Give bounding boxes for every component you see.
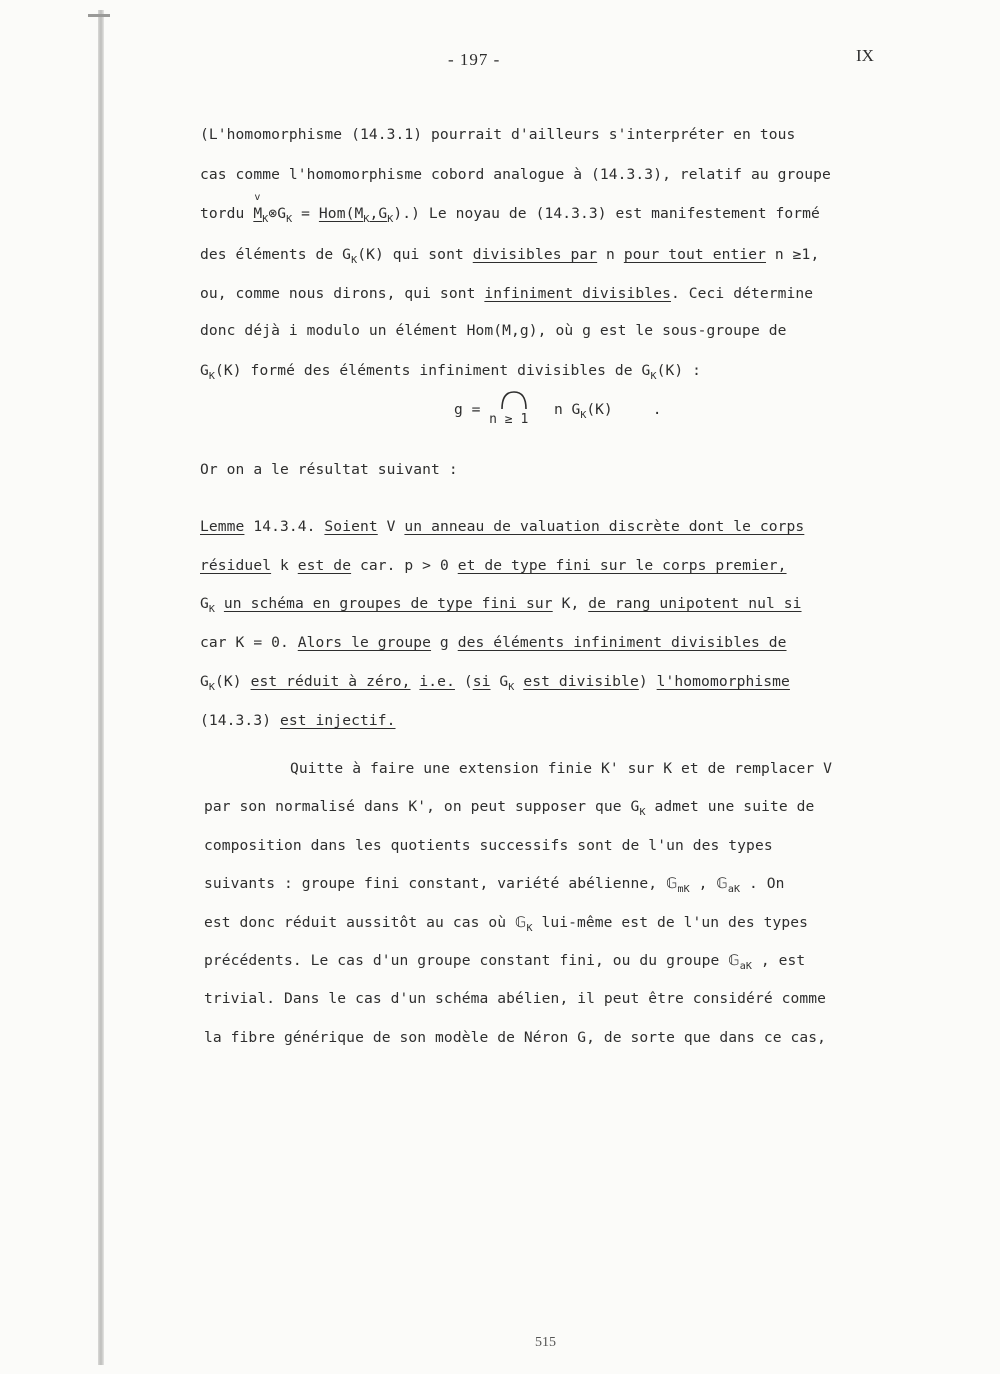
para-line-8: la fibre générique de son modèle de Néron G, de sorte que dans ce cas,	[204, 1029, 827, 1046]
text-run	[514, 673, 523, 690]
text-run: admet une suite de	[645, 798, 815, 815]
subscript: K	[639, 807, 646, 818]
text-run: G	[490, 673, 509, 690]
text-run: (K)	[215, 673, 251, 690]
text-run: (K) formé des éléments infiniment divisibles de G	[215, 362, 651, 379]
subscript: mK	[677, 884, 690, 895]
underlined-text: infiniment divisibles	[484, 285, 671, 302]
subscript: K	[387, 214, 394, 225]
lemma-line-1	[200, 518, 804, 535]
underlined-text: est injectif.	[279, 712, 396, 729]
para-line-5	[204, 914, 808, 934]
underlined-text: un schéma en groupes de type fini sur	[223, 595, 553, 612]
text-run: des éléments de G	[200, 246, 352, 263]
intersection-symbol-icon	[499, 390, 529, 410]
text-run: =	[292, 205, 319, 222]
para-line-1: Quitte à faire une extension finie K' sur K et de remplacer V	[290, 760, 833, 777]
text-run: (K) qui sont	[357, 246, 473, 263]
text-run: par son normalisé dans K', on peut supposer que G	[204, 798, 640, 815]
subscript: K	[208, 371, 216, 382]
subscript: K	[208, 604, 216, 615]
underlined-text: est réduit à zéro,	[250, 673, 411, 690]
text-run: K,	[552, 595, 589, 612]
text-run: V	[377, 518, 405, 535]
text-run: car. p > 0	[351, 557, 458, 574]
subscript: K	[580, 410, 587, 421]
underlined-text: pour tout entier	[623, 246, 767, 263]
page-number: - 197 -	[448, 50, 501, 69]
text-run: (	[454, 673, 473, 690]
chapter-number: IX	[856, 46, 874, 65]
subscript: aK	[727, 884, 741, 895]
para-line-2	[204, 798, 814, 818]
subscript: K	[286, 214, 293, 225]
check-mark: v	[254, 192, 261, 203]
text-run: )	[638, 673, 657, 690]
subscript: K	[208, 682, 216, 693]
underlined-text: Alors le groupe	[297, 634, 432, 651]
text-run: précédents. Le cas d'un groupe constant fini, ou du groupe 𝔾	[204, 952, 740, 969]
underlined-text: de rang unipotent nul si	[588, 595, 802, 612]
text-run: . On	[740, 875, 785, 892]
folio-number: 515	[535, 1335, 556, 1350]
text-run: n	[597, 246, 624, 263]
underlined-text: résiduel	[200, 557, 272, 574]
text-line-7	[200, 362, 701, 382]
text-run	[215, 595, 224, 612]
text-run: .	[652, 401, 662, 418]
subscript: K	[650, 371, 657, 382]
intersection-formula	[454, 394, 662, 428]
underlined-text: des éléments infiniment divisibles de	[457, 634, 787, 651]
text-run: , 𝔾	[689, 875, 728, 892]
underlined-text: divisibles par	[472, 246, 598, 263]
underlined-text: est de	[297, 557, 352, 574]
lemma-number: 14.3.4.	[244, 518, 325, 535]
text-run: (K) :	[656, 362, 702, 379]
subscript: aK	[739, 961, 752, 972]
subscript: K	[526, 923, 533, 934]
para-line-4	[204, 875, 785, 895]
text-run: M	[253, 205, 263, 222]
para-line-6	[204, 952, 805, 972]
text-run: G	[200, 673, 209, 690]
text-run: ⊗G	[268, 205, 287, 222]
underlined-text: l'homomorphisme	[656, 673, 790, 690]
text-run: G	[200, 362, 209, 379]
lemma-line-3	[200, 595, 802, 615]
text-run: k	[271, 557, 298, 574]
text-line-2: cas comme l'homomorphisme cobord analogue à (14.3.3), relatif au groupe	[200, 166, 831, 183]
text-run: est donc réduit aussitôt au cas où 𝔾	[204, 914, 527, 931]
subscript: K	[508, 682, 515, 693]
text-run: ).) Le noyau de (14.3.3) est manifestement formé	[393, 205, 820, 222]
subscript: K	[262, 214, 269, 225]
subscript: K	[351, 255, 358, 266]
text-run: tordu	[200, 205, 254, 222]
text-run: ou, comme nous dirons, qui sont	[200, 285, 485, 302]
text-run: car K = 0.	[200, 634, 298, 651]
text-run: lui-même est de l'un des types	[532, 914, 809, 931]
para-line-7: trivial. Dans le cas d'un schéma abélien, il peut être considéré comme	[204, 990, 827, 1007]
text-run: (14.3.3)	[200, 712, 280, 729]
intersection-block	[489, 394, 545, 428]
text-line-8: Or on a le résultat suivant :	[200, 461, 458, 478]
underlined-text: un anneau de valuation discrète dont le corps	[404, 518, 805, 535]
binding-edge	[98, 10, 104, 1365]
text-line-1: (L'homomorphisme (14.3.1) pourrait d'ailleurs s'interpréter en tous	[200, 126, 796, 143]
binding-notch	[88, 14, 110, 17]
text-run: Hom(M	[318, 205, 364, 222]
lemma-line-4	[200, 634, 787, 651]
lemma-title: Lemme	[200, 518, 245, 535]
underlined-text: i.e.	[419, 673, 455, 690]
text-run: , est	[751, 952, 806, 969]
text-run: (K)	[586, 401, 613, 418]
text-line-6: donc déjà i modulo un élément Hom(M,g), où g est le sous-groupe de	[200, 322, 787, 339]
text-run: n G	[545, 401, 581, 418]
lemma-line-6	[200, 712, 396, 729]
underlined-text: est divisible	[523, 673, 639, 690]
text-run: ,G	[369, 205, 388, 222]
lemma-line-2	[200, 557, 787, 574]
text-line-3	[200, 192, 820, 225]
lemma-line-5	[200, 673, 790, 693]
underlined-text: et de type fini sur le corps premier,	[457, 557, 787, 574]
hom-expr	[318, 205, 394, 225]
text-run: G	[200, 595, 209, 612]
text-run: . Ceci détermine	[670, 285, 814, 302]
text-run: g =	[454, 401, 490, 418]
para-line-3: composition dans les quotients successifs sont de l'un des types	[204, 837, 773, 854]
text-run: g	[431, 634, 458, 651]
text-run: suivants : groupe fini constant, variété abélienne, 𝔾	[204, 875, 678, 892]
underlined-text: si	[472, 673, 491, 690]
text-run: n ≥1,	[766, 246, 820, 263]
text-line-4	[200, 246, 819, 266]
subscript: K	[363, 214, 370, 225]
intersection-index: n ≥ 1	[489, 412, 529, 427]
text-line-5	[200, 285, 813, 302]
underlined-text: Soient	[324, 518, 378, 535]
twisted-m	[253, 192, 269, 225]
